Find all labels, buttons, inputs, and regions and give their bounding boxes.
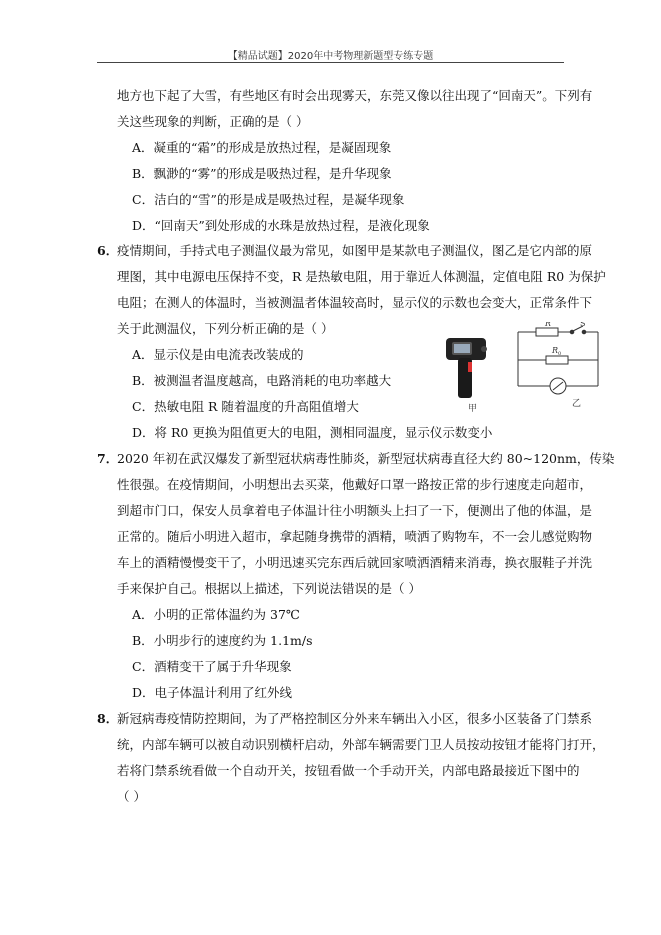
q7-option-c: C．酒精变干了属于升华现象: [132, 659, 292, 674]
header-divider: [97, 62, 564, 63]
q7-stem-line-1: 2020 年初在武汉爆发了新型冠状病毒性肺炎，新型冠状病毒直径大约 80~120nm，传染: [117, 451, 615, 466]
q5-stem-line-1: 地方也下起了大雪，有些地区有时会出现雾天，东莞又像以往出现了“回南天”。下列有: [117, 88, 593, 103]
q6-stem-line-4: 关于此测温仪，下列分析正确的是（ ）: [117, 321, 334, 336]
label-r0: R: [552, 346, 559, 355]
q6-option-a: A．显示仪是由电流表改装成的: [132, 347, 304, 362]
q5-option-c: C．洁白的“雪”的形是成是吸热过程，是凝华现象: [132, 192, 405, 207]
q7-stem-line-6: 手来保护自己。根据以上描述，下列说法错误的是（ ）: [117, 581, 421, 596]
q8-number: 8．: [97, 711, 119, 726]
label-r0-subscript: 0: [558, 351, 562, 357]
q7-option-d: D．电子体温计利用了红外线: [132, 685, 293, 700]
resistor-r-icon: [536, 328, 558, 336]
q6-stem-line-2: 理图，其中电源电压保持不变，R 是热敏电阻，用于靠近人体测温，定值电阻 R0 为保护: [117, 269, 606, 284]
q7-option-b: B．小明步行的速度约为 1.1m/s: [132, 633, 313, 648]
q7-stem-line-2: 性很强。在疫情期间，小明想出去买菜，他戴好口罩一路按正常的步行速度走向超市，: [117, 477, 593, 492]
q7-stem-line-5: 车上的酒精慢慢变干了，小明迅速买完东西后就回家喷洒酒精来消毒，换衣服鞋子并洗: [117, 555, 593, 570]
page-header: 【精品试题】2020年中考物理新题型专练专题: [227, 51, 434, 62]
resistor-r0-icon: [546, 356, 568, 364]
q8-stem-line-3: 若将门禁系统看做一个自动开关，按钮看做一个手动开关，内部电路最接近下图中的: [117, 763, 580, 778]
circuit-diagram: [518, 326, 598, 394]
label-r: R: [545, 322, 552, 328]
label-jia: 甲: [468, 404, 478, 414]
q5-option-a: A．凝重的“霜”的形成是放热过程，是凝固现象: [132, 140, 392, 155]
q7-option-a: A．小明的正常体温约为 37℃: [132, 607, 300, 622]
q8-stem-line-2: 统，内部车辆可以被自动识别横杆启动，外部车辆需要门卫人员按动按钮才能将门打开，: [117, 737, 605, 752]
q6-stem-line-1: 疫情期间，手持式电子测温仪最为常见，如图甲是某款电子测温仪，图乙是它内部的原: [117, 243, 593, 258]
q8-stem-line-1: 新冠病毒疫情防控期间，为了严格控制区分外来车辆出入小区，很多小区装备了门禁系: [117, 711, 593, 726]
q6-option-c: C．热敏电阻 R 随着温度的升高阻值增大: [132, 399, 359, 414]
q5-option-b: B．飘渺的“雾”的形成是吸热过程，是升华现象: [132, 166, 392, 181]
q8-stem-line-4: （ ）: [117, 789, 146, 804]
q6-stem-line-3: 电阻；在测人的体温时，当被测温者体温较高时，显示仪的示数也会变大，正常条件下: [117, 295, 593, 310]
q5-stem-line-2: 关这些现象的判断，正确的是（ ）: [117, 114, 309, 129]
label-yi: 乙: [572, 399, 582, 409]
q6-number: 6．: [97, 243, 119, 258]
q6-option-d: D．将 R0 更换为阻值更大的电阻，测相同温度，显示仪示数变小: [132, 425, 493, 440]
q6-figure: [432, 322, 604, 414]
q7-stem-line-3: 到超市门口，保安人员拿着电子体温计往小明额头上扫了一下，便测出了他的体温，是: [117, 503, 593, 518]
q7-stem-line-4: 正常的。随后小明进入超市，拿起随身携带的酒精，喷洒了购物车，不一会儿感觉购物: [117, 529, 593, 544]
thermometer-gun-icon: [446, 338, 487, 398]
q5-option-d: D．“回南天”到处形成的水珠是放热过程，是液化现象: [132, 218, 430, 233]
q6-option-b: B．被测温者温度越高，电路消耗的电功率越大: [132, 373, 392, 388]
label-s: S: [580, 322, 586, 328]
q7-number: 7．: [97, 451, 119, 466]
